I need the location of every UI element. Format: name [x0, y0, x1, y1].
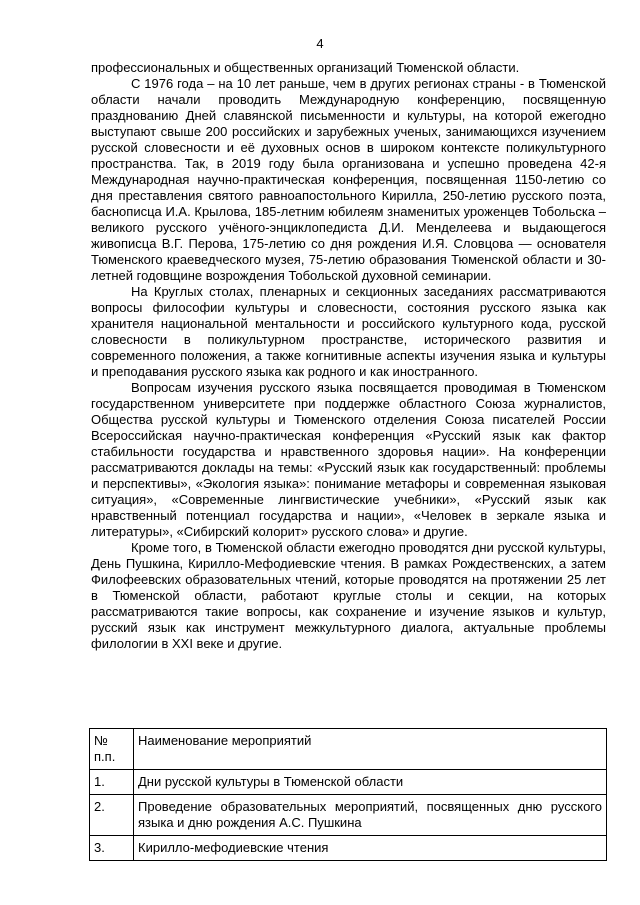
row-number: 1.: [90, 770, 134, 795]
events-table: [89, 728, 607, 861]
table-row: [90, 795, 607, 836]
table-row: [90, 836, 607, 861]
event-name: Проведение образовательных мероприятий, посвященных дню русского языка и дню рождения А.С. Пушкина: [134, 795, 607, 836]
row-number: 3.: [90, 836, 134, 861]
column-header-number: № п.п.: [90, 729, 134, 770]
table-header-row: [90, 729, 607, 770]
paragraph: На Круглых столах, пленарных и секционных заседаниях рассматриваются вопросы философии культуры и словесности, состояния русского языка как хранителя национальной ментальности и российского культурного кода, русской словесности в поликультурном пространстве, исторического развития и современного положения, а также когнитивные аспекты изучения языка и культуры и преподавания русского языка как родного и как иностранного.: [91, 284, 606, 379]
event-name: Дни русской культуры в Тюменской области: [134, 770, 607, 795]
column-header-name: Наименование мероприятий: [134, 729, 607, 770]
page-number: 4: [316, 36, 324, 51]
paragraph: профессиональных и общественных организаций Тюменской области.: [91, 60, 520, 75]
row-number: 2.: [90, 795, 134, 836]
paragraph: С 1976 года – на 10 лет раньше, чем в других регионах страны - в Тюменской области начали проводить Международную конференцию, посвященную празднованию Дней славянской письменности и культуры, на которой ежегодно выступают свыше 200 российских и зарубежных ученых, занимающихся изучением русской словесности и её духовных основ в широком контексте поликультурного пространства. Так, в 2019 году была организована и успешно проведена 42-я Международная научно-практическая конференция, посвященная 1150-летию со дня преставления святого равноапостольного Кирилла, 250-летию русского поэта, баснописца И.А. Крылова, 185-летним юбилеям знаменитых уроженцев Тобольска – великого русского учёного-энциклопедиста Д.И. Менделеева и выдающегося живописца В.Г. Перова, 175-летию со дня рождения И.Я. Словцова — основателя Тюменского краеведческого музея, 75-летию образования Тюменской области и 30-летней годовщине возрождения Тобольской духовной семинарии.: [91, 76, 606, 283]
paragraph: Вопросам изучения русского языка посвящается проводимая в Тюменском государственном университете при поддержке областного Союза журналистов, Общества русской культуры и Тюменского отделения Союза писателей России Всероссийская научно-практическая конференция «Русский язык как фактор стабильности государства и нравственного здоровья нации». На конференции рассматриваются доклады на темы: «Русский язык как государственный: проблемы и перспективы», «Экология языка»: понимание метафоры и современная языковая ситуация», «Современные лингвистические учебники», «Русский язык как нравственный потенциал государства и нации», «Человек в зеркале языка и литературы», «Сибирский колорит» русского слова» и другие.: [91, 380, 606, 539]
document-body: [91, 60, 606, 652]
paragraph: Кроме того, в Тюменской области ежегодно проводятся дни русской культуры, День Пушкина, Кирилло-Мефодиевские чтения. В рамках Рождественских, а затем Филофеевских образовательных чтений, которые проводятся на протяжении 25 лет в Тюменской области, работают круглые столы и секции, на которых рассматриваются такие вопросы, как сохранение и изучение языков и культур, русский язык как инструмент межкультурного диалога, актуальные проблемы филологии в XXI веке и другие.: [91, 540, 606, 651]
table-row: [90, 770, 607, 795]
event-name: Кирилло-мефодиевские чтения: [134, 836, 607, 861]
